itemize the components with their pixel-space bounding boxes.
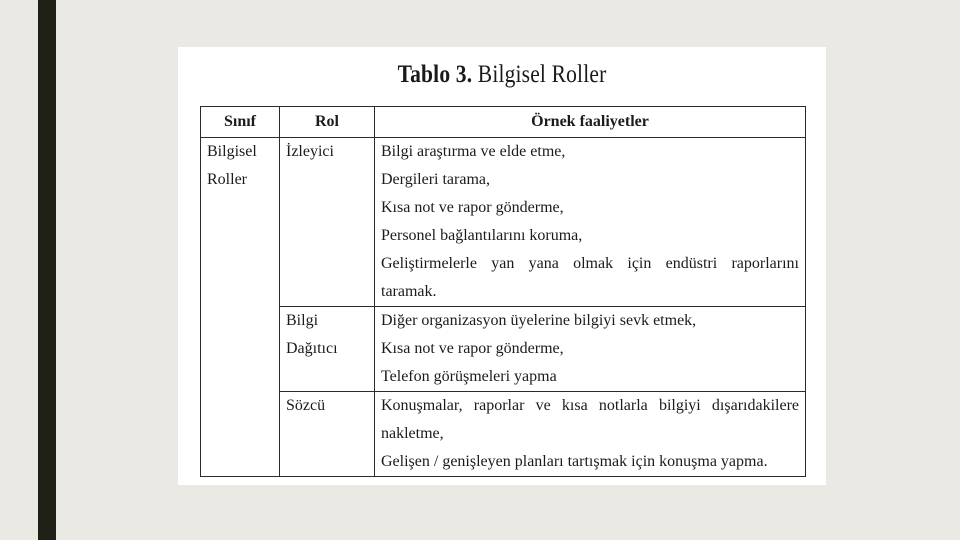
activity-line: taramak. <box>381 283 437 300</box>
activities-cell <box>375 392 806 477</box>
activity-line: Kısa not ve rapor gönderme, <box>381 340 564 357</box>
activity-line: Telefon görüşmeleri yapma <box>381 368 557 385</box>
table-title-number: Tablo 3. <box>397 61 473 88</box>
activity-line: Konuşmalar, raporlar ve kısa notlarla bilgiyi dışarıdakilere <box>381 397 799 414</box>
slide-accent-bar <box>38 0 56 540</box>
activity-line: Kısa not ve rapor gönderme, <box>381 199 564 216</box>
activity-line: Diğer organizasyon üyelerine bilgiyi sevk etmek, <box>381 312 697 329</box>
activity-line: Gelişen / genişleyen planları tartışmak için konuşma yapma. <box>381 453 768 470</box>
role-cell <box>280 138 375 307</box>
role-cell <box>280 307 375 392</box>
table-title <box>223 61 780 89</box>
table-row <box>201 138 806 307</box>
table-image <box>178 47 826 485</box>
activities-cell <box>375 138 806 307</box>
roles-table <box>200 106 806 477</box>
role-line: Sözcü <box>286 397 326 414</box>
activity-line: Dergileri tarama, <box>381 171 490 188</box>
activity-line: Personel bağlantılarını koruma, <box>381 227 583 244</box>
class-line: Roller <box>207 171 247 188</box>
header-class: Sınıf <box>201 107 280 138</box>
activity-line: nakletme, <box>381 425 444 442</box>
table-header-row <box>201 107 806 138</box>
role-cell <box>280 392 375 477</box>
header-role: Rol <box>280 107 375 138</box>
activity-line: Bilgi araştırma ve elde etme, <box>381 143 566 160</box>
class-line: Bilgisel <box>207 143 257 160</box>
class-cell <box>201 138 280 477</box>
role-line: Bilgi <box>286 312 319 329</box>
table-row <box>201 307 806 392</box>
table-title-text: Bilgisel Roller <box>472 61 607 88</box>
activity-line: Geliştirmelerle yan yana olmak için endüstri raporlarını <box>381 255 799 272</box>
role-line: İzleyici <box>286 143 334 160</box>
table-row <box>201 392 806 477</box>
role-line: Dağıtıcı <box>286 340 338 357</box>
activities-cell <box>375 307 806 392</box>
header-activities: Örnek faaliyetler <box>375 107 806 138</box>
